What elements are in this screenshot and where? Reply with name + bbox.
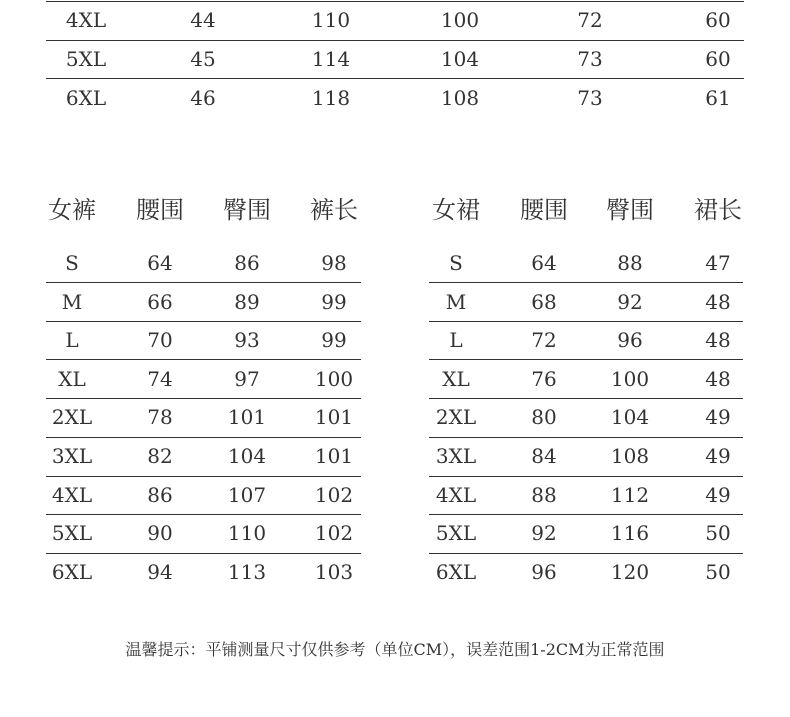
table-divider xyxy=(429,282,743,283)
table-cell: 47 xyxy=(705,251,731,275)
table-cell: 73 xyxy=(577,47,603,71)
table-cell: 99 xyxy=(321,290,347,314)
table-cell: 45 xyxy=(190,47,216,71)
table-cell: 104 xyxy=(610,405,650,429)
table-cell: 44 xyxy=(190,8,216,32)
table-cell: 110 xyxy=(227,521,267,545)
table-cell: 5XL xyxy=(435,521,477,545)
table-cell: 114 xyxy=(311,47,351,71)
table-cell: 72 xyxy=(577,8,603,32)
table-cell: XL xyxy=(58,367,86,391)
table-cell: 82 xyxy=(147,444,173,468)
column-header: 裙长 xyxy=(694,196,742,224)
table-divider xyxy=(429,398,743,399)
table-divider xyxy=(46,553,361,554)
table-cell: 4XL xyxy=(51,483,93,507)
table-cell: 74 xyxy=(147,367,173,391)
column-header: 臀围 xyxy=(223,196,271,224)
table-cell: 108 xyxy=(440,86,480,110)
measurement-note: 温馨提示：平铺测量尺寸仅供参考（单位CM），误差范围1-2CM为正常范围 xyxy=(125,640,665,659)
table-cell: XL xyxy=(442,367,470,391)
table-cell: 2XL xyxy=(51,405,93,429)
table-cell: 73 xyxy=(577,86,603,110)
table-cell: 101 xyxy=(227,405,267,429)
table-cell: 64 xyxy=(531,251,557,275)
table-cell: 96 xyxy=(531,560,557,584)
table-cell: 103 xyxy=(314,560,354,584)
table-cell: L xyxy=(449,328,463,352)
table-cell: 100 xyxy=(610,367,650,391)
table-cell: 48 xyxy=(705,328,731,352)
table-cell: 98 xyxy=(321,251,347,275)
table-cell: 48 xyxy=(705,367,731,391)
table-cell: 76 xyxy=(531,367,557,391)
table-cell: S xyxy=(65,251,79,275)
table-cell: 49 xyxy=(705,405,731,429)
column-header: 腰围 xyxy=(136,196,184,224)
table-cell: S xyxy=(449,251,463,275)
table-cell: 50 xyxy=(705,521,731,545)
table-cell: 92 xyxy=(617,290,643,314)
table-cell: 5XL xyxy=(65,47,107,71)
table-cell: 89 xyxy=(234,290,260,314)
table-cell: 112 xyxy=(610,483,650,507)
table-cell: 50 xyxy=(705,560,731,584)
table-divider xyxy=(429,321,743,322)
table-cell: 66 xyxy=(147,290,173,314)
table-cell: 46 xyxy=(190,86,216,110)
table-divider xyxy=(429,553,743,554)
table-cell: 3XL xyxy=(51,444,93,468)
table-divider xyxy=(46,476,361,477)
table-divider xyxy=(46,321,361,322)
table-cell: M xyxy=(61,290,83,314)
table-divider xyxy=(46,1,744,2)
table-cell: 100 xyxy=(440,8,480,32)
table-cell: 2XL xyxy=(435,405,477,429)
table-cell: 86 xyxy=(234,251,260,275)
table-divider xyxy=(46,437,361,438)
table-cell: 90 xyxy=(147,521,173,545)
column-header: 女裙 xyxy=(432,196,480,224)
table-cell: 104 xyxy=(440,47,480,71)
table-cell: 110 xyxy=(311,8,351,32)
column-header: 裤长 xyxy=(310,196,358,224)
table-divider xyxy=(46,398,361,399)
table-cell: 60 xyxy=(705,8,731,32)
table-cell: 88 xyxy=(617,251,643,275)
table-cell: 116 xyxy=(610,521,650,545)
table-cell: 94 xyxy=(147,560,173,584)
table-cell: 102 xyxy=(314,521,354,545)
table-cell: 100 xyxy=(314,367,354,391)
table-cell: 120 xyxy=(610,560,650,584)
table-cell: 61 xyxy=(705,86,731,110)
table-divider xyxy=(46,282,361,283)
table-cell: 93 xyxy=(234,328,260,352)
table-cell: 88 xyxy=(531,483,557,507)
table-cell: 48 xyxy=(705,290,731,314)
column-header: 女裤 xyxy=(48,196,96,224)
table-cell: 49 xyxy=(705,444,731,468)
table-cell: 86 xyxy=(147,483,173,507)
table-cell: 5XL xyxy=(51,521,93,545)
table-cell: 6XL xyxy=(65,86,107,110)
table-cell: 104 xyxy=(227,444,267,468)
table-cell: 101 xyxy=(314,444,354,468)
table-cell: 60 xyxy=(705,47,731,71)
table-cell: M xyxy=(445,290,467,314)
table-divider xyxy=(429,514,743,515)
table-cell: 108 xyxy=(610,444,650,468)
table-cell: L xyxy=(65,328,79,352)
table-divider xyxy=(46,78,744,79)
column-header: 腰围 xyxy=(520,196,568,224)
table-cell: 107 xyxy=(227,483,267,507)
table-cell: 72 xyxy=(531,328,557,352)
table-cell: 92 xyxy=(531,521,557,545)
table-divider xyxy=(429,437,743,438)
table-cell: 70 xyxy=(147,328,173,352)
table-cell: 101 xyxy=(314,405,354,429)
column-header: 臀围 xyxy=(606,196,654,224)
table-cell: 102 xyxy=(314,483,354,507)
table-divider xyxy=(46,359,361,360)
table-divider xyxy=(429,359,743,360)
table-cell: 64 xyxy=(147,251,173,275)
table-cell: 80 xyxy=(531,405,557,429)
table-divider xyxy=(46,40,744,41)
table-cell: 97 xyxy=(234,367,260,391)
table-cell: 3XL xyxy=(435,444,477,468)
table-cell: 99 xyxy=(321,328,347,352)
table-cell: 96 xyxy=(617,328,643,352)
table-cell: 84 xyxy=(531,444,557,468)
table-cell: 6XL xyxy=(435,560,477,584)
table-cell: 113 xyxy=(227,560,267,584)
table-cell: 6XL xyxy=(51,560,93,584)
table-cell: 49 xyxy=(705,483,731,507)
table-divider xyxy=(429,476,743,477)
table-divider xyxy=(46,514,361,515)
table-cell: 4XL xyxy=(435,483,477,507)
table-cell: 68 xyxy=(531,290,557,314)
table-cell: 78 xyxy=(147,405,173,429)
table-cell: 118 xyxy=(311,86,351,110)
table-cell: 4XL xyxy=(65,8,107,32)
